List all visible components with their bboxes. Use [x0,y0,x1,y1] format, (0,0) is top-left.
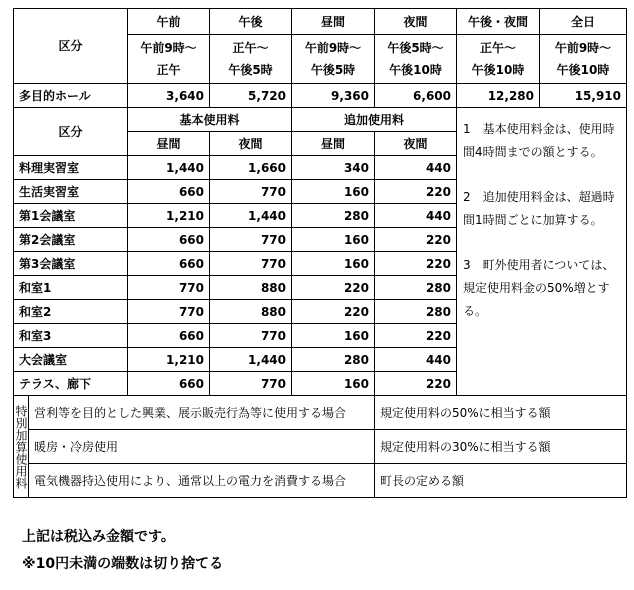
hall-col-time [540,35,627,84]
basic-day-value: 660 [128,180,210,204]
basic-day-value: 660 [128,324,210,348]
room-name: 第3会議室 [14,252,128,276]
extra-day-value: 160 [292,324,375,348]
hall-col-time [210,35,292,84]
extra-day-value: 280 [292,204,375,228]
special-amount: 規定使用料の50%に相当する額 [375,396,627,430]
hall-value: 12,280 [457,84,540,108]
basic-fee-header: 基本使用料 [128,108,292,132]
hall-col-time [375,35,457,84]
extra-day-value: 160 [292,180,375,204]
extra-night-value: 280 [375,300,457,324]
extra-night-value: 220 [375,372,457,396]
basic-night-value: 1,660 [210,156,292,180]
special-amount: 規定使用料の30%に相当する額 [375,430,627,464]
basic-day-value: 660 [128,372,210,396]
basic-day-header: 昼間 [128,132,210,156]
hall-time-start: 正午～ [232,41,269,55]
extra-day-value: 220 [292,276,375,300]
basic-day-value: 660 [128,228,210,252]
hall-time-start: 午前9時～ [304,41,362,55]
special-label: 特別加算使用料 [14,396,29,498]
room-name: 大会議室 [14,348,128,372]
room-name: 料理実習室 [14,156,128,180]
hall-col-time [292,35,375,84]
basic-night-value: 770 [210,228,292,252]
basic-night-header: 夜間 [210,132,292,156]
hall-col-time [457,35,540,84]
hall-value: 3,640 [128,84,210,108]
room-name: 和室3 [14,324,128,348]
basic-night-value: 770 [210,252,292,276]
hall-value: 6,600 [375,84,457,108]
basic-day-value: 1,210 [128,348,210,372]
hall-time-end: 午後10時 [389,63,442,77]
hall-time-start: 正午～ [479,41,516,55]
hall-col-name: 午前 [128,9,210,35]
hall-col-time [128,35,210,84]
room-name: 第2会議室 [14,228,128,252]
basic-night-value: 770 [210,324,292,348]
special-amount: 町長の定める額 [375,464,627,498]
room-name: テラス、廊下 [14,372,128,396]
room-name: 和室2 [14,300,128,324]
hall-col-name: 午後・夜間 [457,9,540,35]
room-name: 生活実習室 [14,180,128,204]
extra-day-value: 280 [292,348,375,372]
note-2: 2 追加使用料金は、超過時間1時間ごとに加算する。 [463,190,615,227]
extra-day-value: 160 [292,228,375,252]
rounding-note: ※10円未満の端数は切り捨てる [22,556,224,572]
special-row [14,464,627,498]
special-row [14,430,627,464]
basic-night-value: 1,440 [210,348,292,372]
extra-night-value: 220 [375,228,457,252]
hall-time-start: 午後5時～ [387,41,444,55]
extra-night-header: 夜間 [375,132,457,156]
hall-col-name: 全日 [540,9,627,35]
fee-notes [457,108,627,396]
hall-time-end: 午後5時 [310,63,356,77]
extra-day-value: 340 [292,156,375,180]
basic-night-value: 770 [210,372,292,396]
extra-night-value: 440 [375,156,457,180]
hall-time-end: 正午 [156,63,181,77]
special-condition: 営利等を目的とした興業、展示販売行為等に使用する場合 [29,396,375,430]
extra-night-value: 440 [375,204,457,228]
hall-col-name: 午後 [210,9,292,35]
extra-day-value: 160 [292,372,375,396]
hall-value: 9,360 [292,84,375,108]
hall-value: 5,720 [210,84,292,108]
hall-col-name: 夜間 [375,9,457,35]
extra-night-value: 220 [375,180,457,204]
note-3: 3 町外使用者については、規定使用料金の50%増とする。 [463,258,615,318]
extra-day-value: 220 [292,300,375,324]
basic-night-value: 880 [210,276,292,300]
basic-day-value: 770 [128,300,210,324]
room-name: 第1会議室 [14,204,128,228]
extra-day-header: 昼間 [292,132,375,156]
hall-row [14,84,627,108]
rooms-header-label: 区分 [14,108,128,156]
note-1: 1 基本使用料金は、使用時間4時間までの額とする。 [463,122,615,159]
fee-table [13,8,627,498]
special-condition: 暖房・冷房使用 [29,430,375,464]
tax-note: 上記は税込み金額です。 [22,529,175,545]
basic-day-value: 1,210 [128,204,210,228]
extra-fee-header: 追加使用料 [292,108,457,132]
extra-night-value: 220 [375,324,457,348]
hall-time-end: 午後5時 [228,63,273,77]
basic-day-value: 660 [128,252,210,276]
hall-time-end: 午後10時 [556,63,610,77]
basic-day-value: 1,440 [128,156,210,180]
extra-night-value: 280 [375,276,457,300]
hall-row-label: 多目的ホール [14,84,128,108]
hall-col-name: 昼間 [292,9,375,35]
basic-day-value: 770 [128,276,210,300]
extra-night-value: 440 [375,348,457,372]
hall-value: 15,910 [540,84,627,108]
basic-night-value: 1,440 [210,204,292,228]
special-condition: 電気機器持込使用により、通常以上の電力を消費する場合 [29,464,375,498]
room-name: 和室1 [14,276,128,300]
special-row [14,396,627,430]
hall-time-start: 午前9時～ [554,41,612,55]
hall-time-start: 午前9時～ [140,41,197,55]
basic-night-value: 770 [210,180,292,204]
hall-header-label: 区分 [14,9,128,84]
extra-night-value: 220 [375,252,457,276]
extra-day-value: 160 [292,252,375,276]
basic-night-value: 880 [210,300,292,324]
hall-time-end: 午後10時 [471,63,525,77]
